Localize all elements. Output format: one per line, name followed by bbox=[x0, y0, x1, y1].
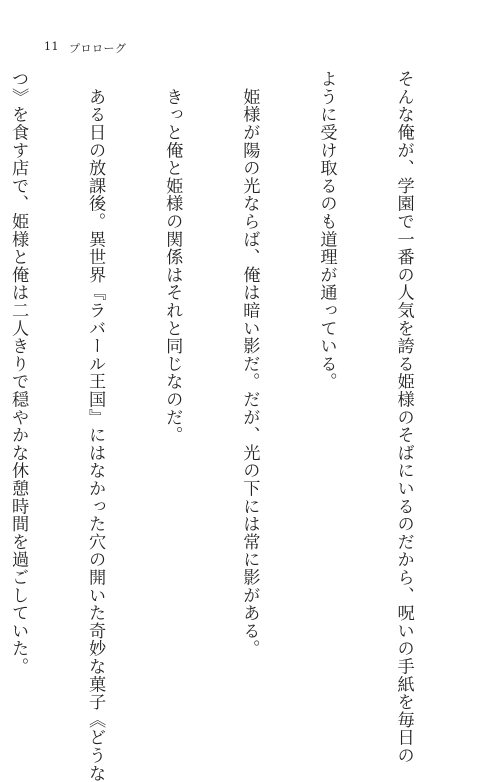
text-line: ように受け取るのも道理が通っている。 bbox=[316, 70, 337, 391]
page-number: 11 bbox=[44, 40, 59, 53]
text-line: そんな俺が、学園で一番の人気を誇る姫様のそばにいるのだから、呪いの手紙を毎日の bbox=[393, 70, 414, 765]
chapter-title: プロローグ bbox=[69, 42, 127, 55]
vertical-text-body bbox=[0, 70, 467, 782]
text-line: 姫様が陽の光ならば、俺は暗い影だ。だが、光の下には常に影がある。 bbox=[239, 70, 260, 658]
text-line: つ》を食す店で、姫様と俺は二人きりで穏やかな休憩時間を過ごしていた。 bbox=[8, 70, 29, 676]
page-header bbox=[44, 40, 127, 56]
text-line: きっと俺と姫様の関係はそれと同じなのだ。 bbox=[162, 70, 183, 444]
text-line: ある日の放課後。異世界『ラバール王国』にはなかった穴の開いた奇妙な菓子《どうな bbox=[85, 70, 106, 782]
